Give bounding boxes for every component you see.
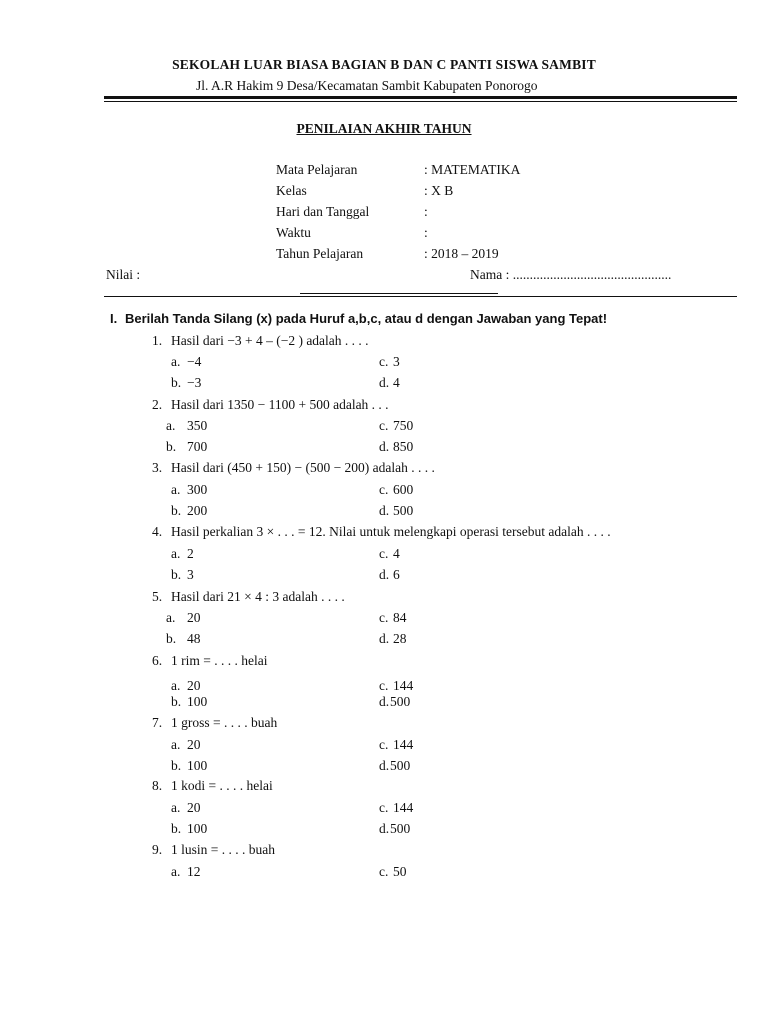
- question-text: 1 rim = . . . . helai: [171, 653, 268, 668]
- info-label-subject: Mata Pelajaran: [276, 162, 358, 177]
- school-name: SEKOLAH LUAR BIASA BAGIAN B DAN C PANTI SISWA SAMBIT: [172, 57, 596, 72]
- option-value: 28: [393, 631, 407, 646]
- option-value: 700: [187, 439, 208, 454]
- info-value-class: : X B: [424, 183, 454, 198]
- header-divider-thin: [104, 101, 737, 102]
- section-divider: [104, 296, 737, 297]
- option-value: 144: [393, 737, 414, 752]
- question-number: 1.: [152, 333, 163, 348]
- option-value: 600: [393, 482, 414, 497]
- question-number: 5.: [152, 589, 163, 604]
- option-letter: c.: [379, 546, 389, 561]
- option-letter: a.: [171, 354, 181, 369]
- question-text: 1 lusin = . . . . buah: [171, 842, 275, 857]
- option-value: 350: [187, 418, 208, 433]
- option-letter: d.: [379, 821, 390, 836]
- option-value: 20: [187, 737, 201, 752]
- option-letter: a.: [166, 418, 176, 433]
- option-letter: d.: [379, 567, 390, 582]
- option-value: 100: [187, 758, 208, 773]
- exam-title: PENILAIAN AKHIR TAHUN: [296, 121, 472, 136]
- info-label-date: Hari dan Tanggal: [276, 204, 370, 219]
- option-value: 50: [393, 864, 407, 879]
- option-letter: c.: [379, 354, 389, 369]
- option-letter: c.: [379, 737, 389, 752]
- option-letter: c.: [379, 800, 389, 815]
- option-letter: c.: [379, 610, 389, 625]
- option-letter: b.: [171, 694, 182, 709]
- option-letter: d.: [379, 631, 390, 646]
- option-value: 48: [187, 631, 201, 646]
- option-value: 3: [187, 567, 194, 582]
- option-value: 3: [393, 354, 400, 369]
- question-text: Hasil perkalian 3 × . . . = 12. Nilai untuk melengkapi operasi tersebut adalah . . . .: [171, 524, 611, 539]
- option-letter: c.: [379, 678, 389, 693]
- option-value: −4: [187, 354, 202, 369]
- option-value: 750: [393, 418, 414, 433]
- option-letter: d.: [379, 758, 390, 773]
- option-value: 144: [393, 800, 414, 815]
- option-value: 144: [393, 678, 414, 693]
- question-number: 7.: [152, 715, 163, 730]
- option-letter: a.: [171, 737, 181, 752]
- section-number: I.: [110, 311, 118, 326]
- option-value: 20: [187, 610, 201, 625]
- option-letter: b.: [171, 567, 182, 582]
- option-letter: d.: [379, 503, 390, 518]
- score-underline: [300, 293, 498, 294]
- option-letter: a.: [171, 482, 181, 497]
- question-number: 8.: [152, 778, 163, 793]
- section-instruction: Berilah Tanda Silang (x) pada Huruf a,b,c, atau d dengan Jawaban yang Tepat!: [125, 311, 608, 326]
- option-letter: d.: [379, 694, 390, 709]
- question-text: 1 gross = . . . . buah: [171, 715, 278, 730]
- info-value-date: :: [424, 204, 428, 219]
- option-letter: a.: [171, 864, 181, 879]
- option-value: 12: [187, 864, 201, 879]
- option-letter: b.: [171, 503, 182, 518]
- question-number: 9.: [152, 842, 163, 857]
- option-value: 4: [393, 546, 400, 561]
- info-label-time: Waktu: [276, 225, 311, 240]
- name-field: Nama : ...............................................: [470, 267, 672, 282]
- option-letter: a.: [166, 610, 176, 625]
- option-value: 4: [393, 375, 400, 390]
- option-value: 500: [390, 758, 411, 773]
- info-label-class: Kelas: [276, 183, 307, 198]
- option-value: 6: [393, 567, 400, 582]
- question-text: Hasil dari 21 × 4 : 3 adalah . . . .: [171, 589, 345, 604]
- option-value: 500: [390, 821, 411, 836]
- option-letter: c.: [379, 482, 389, 497]
- option-value: 100: [187, 694, 208, 709]
- option-value: 2: [187, 546, 194, 561]
- option-letter: c.: [379, 418, 389, 433]
- option-letter: b.: [166, 631, 177, 646]
- question-text: 1 kodi = . . . . helai: [171, 778, 273, 793]
- option-value: 20: [187, 678, 201, 693]
- question-number: 4.: [152, 524, 163, 539]
- option-letter: b.: [171, 375, 182, 390]
- option-letter: a.: [171, 678, 181, 693]
- question-text: Hasil dari (450 + 150) − (500 − 200) adalah . . . .: [171, 460, 435, 475]
- option-value: −3: [187, 375, 202, 390]
- option-value: 500: [393, 503, 414, 518]
- option-value: 20: [187, 800, 201, 815]
- question-number: 2.: [152, 397, 163, 412]
- option-letter: b.: [166, 439, 177, 454]
- school-address: Jl. A.R Hakim 9 Desa/Kecamatan Sambit Kabupaten Ponorogo: [196, 78, 538, 93]
- score-label: Nilai :: [106, 267, 141, 282]
- question-text: Hasil dari −3 + 4 – (−2 ) adalah . . . .: [171, 333, 369, 348]
- info-label-year: Tahun Pelajaran: [276, 246, 364, 261]
- option-letter: b.: [171, 758, 182, 773]
- option-letter: d.: [379, 439, 390, 454]
- option-value: 200: [187, 503, 208, 518]
- question-text: Hasil dari 1350 − 1100 + 500 adalah . . .: [171, 397, 389, 412]
- option-letter: a.: [171, 546, 181, 561]
- question-number: 6.: [152, 653, 163, 668]
- info-value-subject: : MATEMATIKA: [424, 162, 521, 177]
- option-letter: c.: [379, 864, 389, 879]
- option-value: 84: [393, 610, 407, 625]
- option-value: 100: [187, 821, 208, 836]
- info-value-time: :: [424, 225, 428, 240]
- info-value-year: : 2018 – 2019: [424, 246, 499, 261]
- option-value: 300: [187, 482, 208, 497]
- option-letter: d.: [379, 375, 390, 390]
- header-divider-thick: [104, 96, 737, 99]
- option-letter: b.: [171, 821, 182, 836]
- option-value: 850: [393, 439, 414, 454]
- question-number: 3.: [152, 460, 163, 475]
- option-value: 500: [390, 694, 411, 709]
- option-letter: a.: [171, 800, 181, 815]
